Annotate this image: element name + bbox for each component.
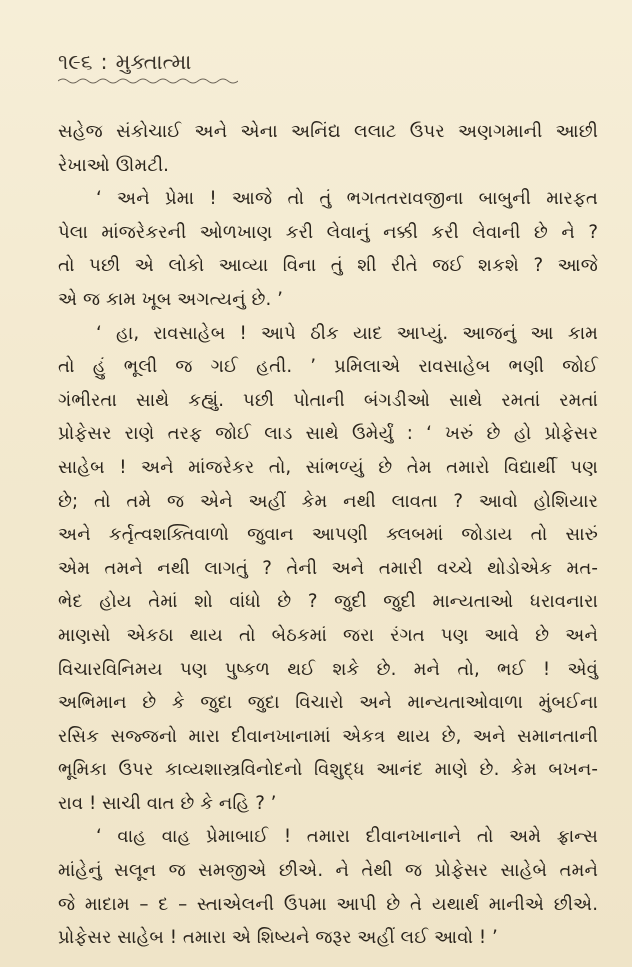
text-line: તો પછી એ લોકો આવ્યા વિના તું શી રીતે જઈ શકશે ? આજે [58,255,598,277]
header-separator: : [100,50,108,74]
text-line: પેલા માંજરેકરની ઓળખાણ કરી લેવાનું નક્કી કરી લેવાની છે ને ? [58,221,598,243]
text-line: રસિક સજ્જનો મારા દીવાનખાનામાં એકત્ર થાય છે, અને સમાનતાની [58,725,598,747]
text-line: ‘ અને પ્રેમા ! આજે તો તું ભગતતરાવજીના બાબુની મારફત [96,188,598,210]
running-header [58,50,598,75]
text-line: પ્રોફેસર રાણે તરફ જોઈ લાડ સાથે ઉમેર્યું : ‘ ખરું છે હો પ્રોફેસર [58,423,598,445]
text-line: માણસો એકઠા થાય તો બેઠકમાં જરા રંગત પણ આવે છે અને [58,624,598,646]
page-number: ૧૯૬ [58,50,93,74]
text-line: રેખાઓ ઊમટી. [58,154,169,176]
paragraph [58,182,598,316]
text-line: રાવ ! સાચી વાત છે કે નહિ ? ’ [58,792,277,814]
text-line: ‘ હા, રાવસાહેબ ! આપે ઠીક યાદ આપ્યું. આજનું આ કામ [96,322,598,344]
body-text [58,115,598,955]
text-line: સહેજ સંકોચાઈ અને એના અનિંદ્ય લલાટ ઉપર અણગમાની આછી [58,121,598,142]
text-line: ગંભીરતા સાથે કહ્યું. પછી પોતાની બંગડીઓ સાથે રમતાં રમતાં [58,389,598,411]
text-line: ‘ વાહ વાહ પ્રેમાબાઈ ! તમારા દીવાનખાનાને તો અમે ફ્રાન્સ [96,826,598,848]
text-line: તો હું ભૂલી જ ગઈ હતી. ’ પ્રમિલાએ રાવસાહેબ ભણી જોઈ [58,356,598,378]
text-line: માંહેનું સલૂન જ સમજીએ છીએ. ને તેથી જ પ્રોફેસર સાહેબે તમને [58,860,598,882]
text-line: એ જ કામ ખૂબ અગત્યનું છે. ’ [58,288,283,310]
paragraph [58,820,598,954]
text-line: ભેદ હોય તેમાં શો વાંધો છે ? જુદી જુદી માન્યતાઓ ધરાવનારા [58,591,598,613]
paragraph [58,115,598,182]
text-line: જે માદામ – દ – સ્તાએલની ઉપમા આપી છે તે યથાર્થ માનીએ છીએ. [58,893,598,915]
text-line: વિચારવિનિમય પણ પુષ્કળ થઈ શકે છે. મને તો, ભઈ ! એવું [58,658,598,680]
running-title: મુક્તાત્મા [115,50,192,74]
text-line: પ્રોફેસર સાહેબ ! તમારા એ શિષ્યને જરૂર અહીં લઈ આવો ! ’ [58,927,498,949]
paragraph [58,317,598,821]
text-line: સાહેબ ! અને માંજરેકર તો, સાંભળ્યું છે તેમ તમારો વિદ્યાર્થી પણ [58,456,598,478]
header-wavy-rule [58,77,238,85]
text-line: ભૂમિકા ઉપર કાવ્યશાસ્ત્રવિનોદનો વિશુદ્ધ આનંદ માણે છે. કેમ બખન- [58,759,598,781]
text-line: અભિમાન છે કે જુદા જુદા વિચારો અને માન્યતાઓવાળા મુંબઈના [58,692,598,714]
text-line: છે; તો તમે જ એને અહીં કેમ નથી લાવતા ? આવો હોશિયાર [58,490,598,512]
text-line: અને કર્તૃત્વશક્તિવાળો જુવાન આપણી ક્લબમાં જોડાય તો સારું [58,524,598,546]
text-line: એમ તમને નથી લાગતું ? તેની અને તમારી વચ્ચે થોડોએક મત- [58,557,598,579]
